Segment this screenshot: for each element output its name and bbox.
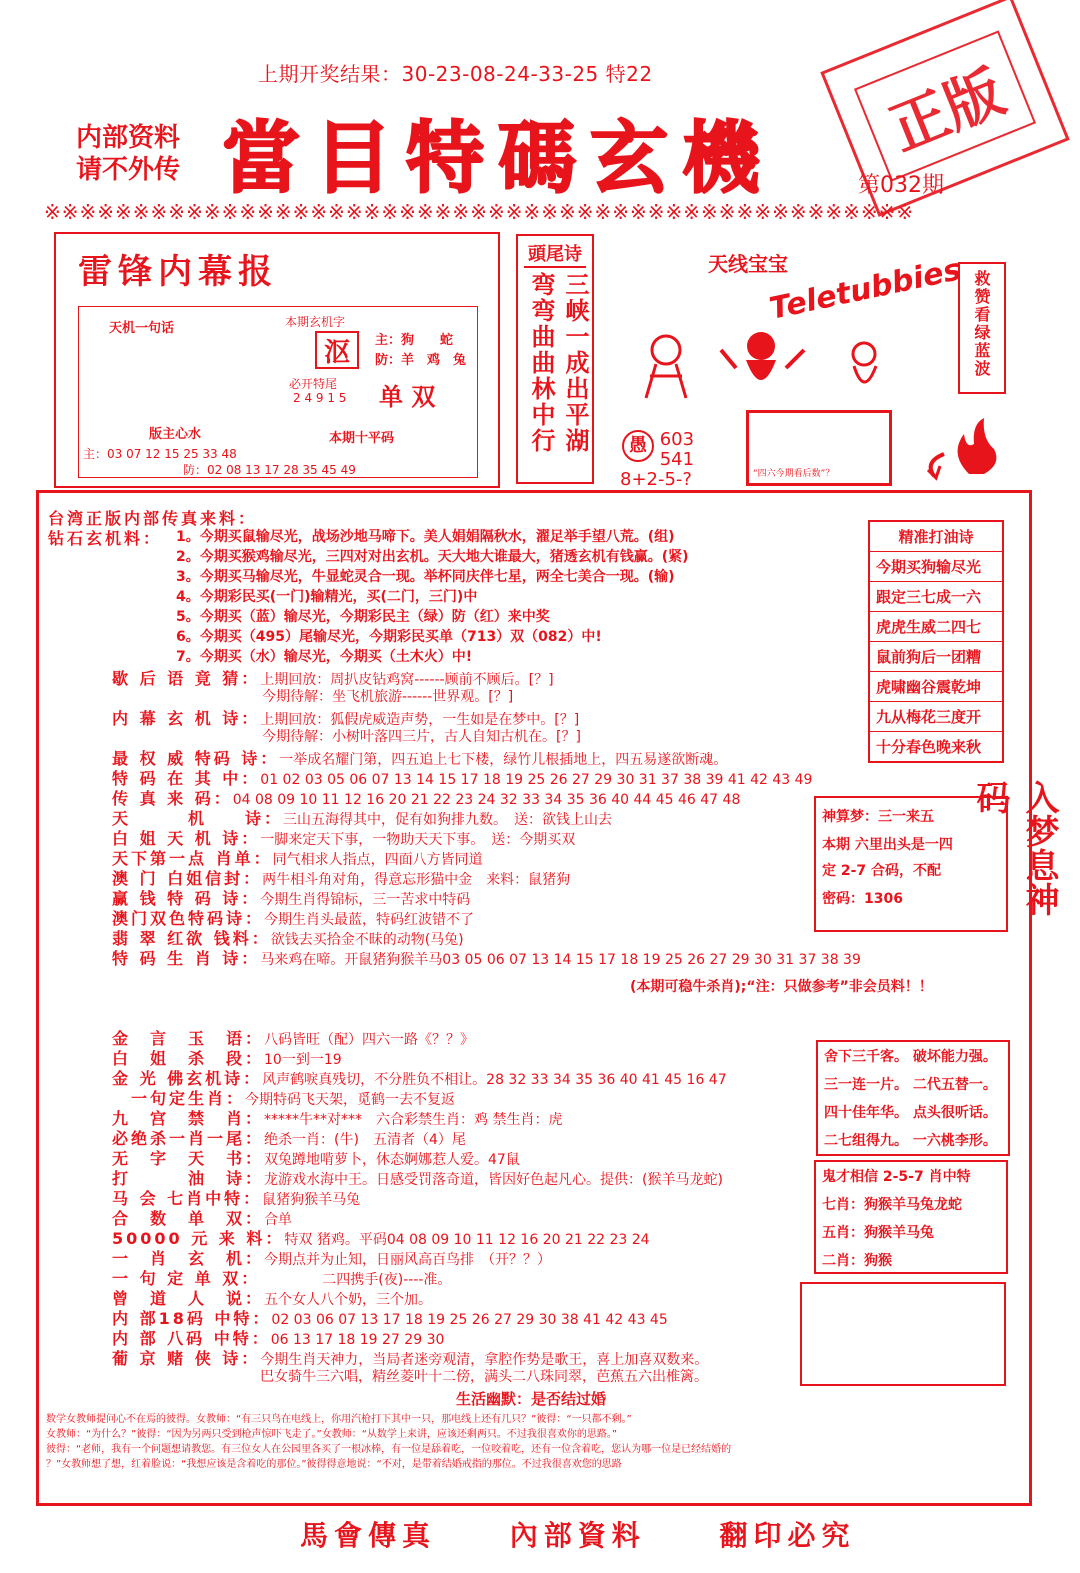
row-label: 翡 翠 红欲 钱料： — [112, 929, 271, 948]
row-text: 04 08 09 10 11 12 16 20 21 22 23 24 32 33 34 35 36 40 44 45 46 47 48 — [232, 792, 741, 808]
dream-big-title: 入梦息神码 — [970, 780, 1059, 916]
footer-text-a: 馬會傳真 — [300, 1519, 437, 1552]
riddle-line-3: 8+2-5-? — [620, 469, 692, 490]
source-label-2: 钻石玄机料： — [48, 529, 163, 548]
joke-line-1: 数学女教师提问心不在焉的彼得。女教师：“有三只鸟在电线上，你用汽枪打下其中一只，那电线上还有几只？”彼得：“一只都不剩。” — [46, 1414, 632, 1425]
row-text: 上期回放：周扒皮钻鸡窝------顾前不顾后。[？] — [260, 672, 554, 688]
zodiac-char-box: 沤 — [315, 331, 359, 369]
diamond-item: 3。今期买马输尽光，牛显蛇灵合一现。举杯同庆伴七星，两全七美合一现。(输) — [176, 569, 675, 585]
humor-title: 生活幽默：是否结过婚 — [456, 1390, 607, 1408]
joke-line-4: ？”女教师想了想，红着脸说：“我想应该是含着吃的那位。”彼得得意地说：“不对，是带着结婚戒指的那位。不过我很喜欢您的思路 — [46, 1459, 622, 1470]
head-tail-poem-title: 頭尾诗 — [524, 240, 586, 268]
joke-line-3: 彼得：“老师，我有一个问题想请教您。有三位女人在公园里各买了一根冰棒，有一位是舔着吃，一位咬着吃，还有一位含着吃，您认为哪一位是已经结婚的 — [46, 1444, 732, 1455]
riddle-line-1: 603 — [659, 429, 695, 450]
diamond-item: 4。今期彩民买(一门)输精光，买(二门，三门)中 — [176, 589, 478, 605]
ghost-zodiac-box — [814, 1160, 1008, 1274]
row-text: *****牛**对*** 六合彩禁生肖：鸡 禁生肖：虎 — [264, 1112, 563, 1128]
ghost-line-3: 二肖：狗猴 — [822, 1253, 892, 1269]
inner-notice — [76, 122, 180, 186]
teletubbies-logo: Teletubbies — [766, 252, 965, 327]
guard-codes: 防：02 08 13 17 28 35 45 49 — [183, 463, 356, 477]
row-label: 一 句 定 单 双： — [112, 1269, 253, 1288]
must-open-digits: 2 4 9 1 5 — [293, 391, 347, 405]
dream-line-4: 密码：1306 — [822, 891, 903, 907]
oil-poem-line: 十分春色晚来秋 — [870, 731, 1002, 761]
four-line: 四十佳年华。 点头很听话。 — [824, 1105, 997, 1121]
dream-line-2: 本期 六里出头是一四 — [822, 837, 953, 853]
row-label: 澳门双色特码诗： — [112, 909, 265, 928]
row-label: 内 部 八码 中特： — [112, 1329, 271, 1348]
row-label: 内 部18码 中特： — [112, 1309, 272, 1328]
row-label: 赢 钱 特 码 诗： — [112, 889, 261, 908]
row-label: 九 宫 禁 肖： — [112, 1109, 265, 1128]
riddle-char: 愚 — [622, 430, 654, 462]
row-text: 绝杀一肖：(牛) 五清者（4）尾 — [264, 1132, 466, 1148]
content-row — [262, 726, 581, 746]
insider-panel — [54, 232, 500, 488]
row-text: 同气相求人指点，四面八方皆同道 — [272, 852, 483, 868]
oil-poem-line: 跟定三七成一六 — [870, 581, 1002, 611]
dream-line-3: 定 2-7 合码，不配 — [822, 863, 942, 879]
row-label: 天下第一点 肖单： — [112, 849, 273, 868]
row-label: 葡 京 赌 侠 诗： — [112, 1349, 261, 1368]
row-text: 八码皆旺（配）四六一路《？？》 — [264, 1032, 475, 1048]
empty-box — [800, 1282, 1006, 1386]
four-line: 二七组得九。 一六桃李形。 — [824, 1133, 997, 1149]
diamond-item: 2。今期买猴鸡输尽光，三四对对出玄机。天大地大谁最大，猪透玄机有钱赢。(紧) — [176, 549, 689, 565]
row-label: 打 油 诗： — [112, 1169, 265, 1188]
row-text: 合单 — [264, 1212, 293, 1228]
double-char: 单 双 — [379, 383, 436, 411]
row-text: 三山五海得其中，促有如狗排九数。 送：欲钱上山去 — [283, 812, 613, 828]
footer-text-c: 翻印必究 — [719, 1519, 856, 1552]
row-text: 风声鹤唳真残切，不分胜负不相让。28 32 33 34 35 36 40 41 45 16 47 — [262, 1072, 727, 1088]
poem-column-2: 弯弯曲曲林中行 — [527, 272, 555, 454]
row-label: 合 数 单 双： — [112, 1209, 265, 1228]
row-label: 金 光 佛玄机诗： — [112, 1069, 263, 1088]
oil-poem-box — [868, 520, 1004, 763]
row-label: 一 肖 玄 机： — [112, 1249, 265, 1268]
teletubbies-title: 天线宝宝 — [708, 252, 788, 276]
content-row — [112, 946, 861, 969]
row-text: 上期回放：狐假虎威造声势，一生如是在梦中。[？] — [260, 712, 580, 728]
row-label: 内 幕 玄 机 诗： — [112, 709, 261, 728]
row-label: 歇 后 语 竟 猜： — [112, 669, 261, 688]
row-label: 特 码 生 肖 诗： — [112, 949, 261, 968]
row-text: 欲钱去买拾金不昧的动物(马兔) — [270, 932, 464, 948]
ghost-title: 鬼才相信 2-5-7 肖中特 — [822, 1169, 971, 1185]
stamp-text: 正版 — [854, 30, 1036, 181]
star-divider: ※※※※※※※※※※※※※※※※※※※※※※※※※※※※※※※※※※※※※※※※※※※※※※※※※ — [44, 200, 915, 224]
row-label: 必绝杀一肖一尾： — [112, 1129, 265, 1148]
oil-poem-line: 鼠前狗后一团糟 — [870, 641, 1002, 671]
row-label: 马 会 七肖中特： — [112, 1189, 263, 1208]
fire-icon — [914, 414, 1004, 484]
row-text: 02 03 06 07 13 17 18 19 25 26 27 29 30 38 41 42 43 45 — [271, 1312, 668, 1328]
number-riddle — [622, 430, 694, 490]
inner-notice-line-2: 请不外传 — [76, 155, 181, 185]
side-vertical-box — [958, 262, 1006, 394]
insider-panel-title: 雷锋内幕报 — [78, 252, 278, 292]
diamond-item: 6。今期买（495）尾输尽光，今期彩民买单（713）双（082）中! — [176, 629, 602, 645]
oil-poem-line: 虎啸幽谷震乾坤 — [870, 671, 1002, 701]
row-text: 今期生肖头最蓝，特码红波错不了 — [264, 912, 475, 928]
row-text: 一举成名耀门第，四五追上七下楼，绿竹儿根插地上，四五易遂欲断魂。 — [279, 752, 728, 768]
tele-frame-note: “四六今期看后数”？ — [753, 469, 835, 479]
row-label: 曾 道 人 说： — [112, 1289, 265, 1308]
content-row — [260, 1366, 708, 1386]
row-text: 一脚来定天下事，一物助天天下事。 送：今期买双 — [260, 832, 576, 848]
issue-number: 第032期 — [858, 173, 944, 198]
oil-poem-line: 虎虎生威二四七 — [870, 611, 1002, 641]
row-text: 今期生肖天神力，当局者迷旁观清，拿腔作势是歌王，喜上加喜双数来。 — [260, 1352, 709, 1368]
row-label: 50000 元 来 料： — [112, 1229, 285, 1248]
zodiac-label: 本期玄机字 — [285, 315, 346, 329]
row-text: 龙游戏水海中王。日感受罚落奇道，皆因好色起凡心。提供：(猴羊马龙蛇) — [264, 1172, 723, 1188]
row-label: 最 权 威 特码 诗： — [112, 749, 280, 768]
tele-frame — [746, 410, 892, 486]
four-line: 舍下三千客。 破坏能力强。 — [824, 1049, 997, 1065]
row-text: 今期点并为止知，日丽风高百鸟排 （开？？） — [264, 1252, 552, 1268]
content-row — [262, 686, 513, 706]
dream-code-box — [814, 780, 1059, 932]
row-label: 特 码 在 其 中： — [112, 769, 261, 788]
row-text: 06 13 17 18 19 27 29 30 — [270, 1332, 445, 1348]
guard-zodiac: 防：羊 鸡 兔 — [375, 353, 467, 368]
insider-panel-inner — [78, 306, 478, 478]
main-zodiac: 主：狗 蛇 — [375, 333, 454, 348]
row-label: 传 真 来 码： — [112, 789, 233, 808]
row-text: 10一到一19 — [264, 1052, 342, 1068]
row-text: 二四携手(夜)----准。 — [252, 1272, 452, 1288]
main-codes: 主：03 07 12 15 25 33 48 — [83, 447, 237, 461]
four-line-box — [816, 1040, 1010, 1156]
row-text: 今期待解：坐飞机旅游------世界观。[？] — [262, 689, 514, 705]
oil-poem-line: 今期买狗输尽光 — [870, 551, 1002, 581]
joke-text — [46, 1412, 1006, 1472]
row-label: 天 机 诗： — [112, 809, 284, 828]
riddle-line-2: 541 — [659, 449, 695, 470]
must-open-label: 必开特尾 — [289, 377, 338, 391]
footer — [300, 1514, 856, 1554]
row-label: 一句定生肖： — [112, 1089, 246, 1108]
poem-column-1: 三峡一成出平湖 — [561, 272, 589, 454]
dream-line-1: 神算梦：三一来五 — [822, 809, 934, 825]
joke-line-2: 女教师：“为什么？”彼得：“因为另两只受到枪声惊吓飞走了。”女教师：“从数学上来讲，应该还剩两只。不过我很喜欢你的思路。” — [46, 1429, 618, 1440]
row-label: 白 姐 杀 段： — [112, 1049, 265, 1068]
row-text: 今期生肖得锦标，三一苦求中特码 — [260, 892, 471, 908]
diamond-item: 1。今期买鼠输尽光，战场沙地马啼下。美人娟娟隔秋水，濯足举手望八荒。(组) — [176, 529, 675, 545]
row-text: 马来鸡在啼。开鼠猪狗猴羊马03 05 06 07 13 14 15 17 18 19 25 26 27 29 30 31 37 38 39 — [260, 952, 861, 968]
boss-heart-label: 版主心水 — [149, 427, 202, 442]
sky-word-label: 天机一句话 — [109, 321, 175, 336]
row-label: 金 言 玉 语： — [112, 1029, 265, 1048]
row-label: 白 姐 天 机 诗： — [112, 829, 261, 848]
ghost-line-1: 七肖：狗猴羊马兔龙蛇 — [822, 1197, 962, 1213]
inner-notice-line-1: 内部资料 — [76, 123, 181, 153]
diamond-item: 5。今期买（蓝）输尽光，今期彩民主（绿）防（红）来中奖 — [176, 609, 550, 625]
row-text: 五个女人八个奶，三个加。 — [264, 1292, 433, 1308]
four-line: 三一连一片。 二代五替一。 — [824, 1077, 997, 1093]
diamond-item: 7。今期买（水）输尽光，今期买（土木火）中! — [176, 649, 473, 665]
row-text: 双兔蹲地啃萝卜，休态婀娜惹人爱。47鼠 — [264, 1152, 520, 1168]
row-label: 澳 门 白姐信封： — [112, 869, 263, 888]
ghost-line-2: 五肖：狗猴羊马兔 — [822, 1225, 934, 1241]
notice-line: (本期可稳牛杀肖);“注：只做参考”非会员料！！ — [630, 979, 933, 995]
row-label: 无 字 天 书： — [112, 1149, 265, 1168]
footer-text-b: 內部資料 — [509, 1519, 646, 1552]
page-title: 當目特碼玄機 — [222, 113, 775, 204]
row-text: 今期特码飞天架，觅鹤一去不复返 — [245, 1092, 456, 1108]
ten-code-label: 本期十平码 — [329, 431, 395, 446]
row-text: 鼠猪狗猴羊马兔 — [262, 1192, 361, 1208]
oil-poem-title: 精准打油诗 — [898, 528, 974, 546]
row-text: 两牛相斗角对角，得意忘形猫中金 来料：鼠猪狗 — [262, 872, 571, 888]
side-vertical-text: 救赞看绿蓝波 — [972, 270, 991, 378]
row-text: 特双 猪鸡。平码04 08 09 10 11 12 16 20 21 22 23 24 — [284, 1232, 650, 1248]
source-label-1: 台湾正版内部传真来料： — [48, 509, 258, 528]
oil-poem-line: 九从梅花三度开 — [870, 701, 1002, 731]
row-text: 巴女骑牛三六唱，精丝菱叶十二傍，满头二八珠同翠，芭蕉五六出椎篱。 — [260, 1369, 708, 1385]
teletubbies-figures — [626, 320, 896, 400]
row-text: 今期待解：小树叶落四三片，古人自知古机在。[？] — [262, 729, 581, 745]
row-text: 01 02 03 05 06 07 13 14 15 17 18 19 25 26 27 29 30 31 37 38 39 41 42 43 49 — [260, 772, 813, 788]
last-draw-result: 上期开奖结果：30-23-08-24-33-25 特22 — [258, 62, 653, 86]
head-tail-poem-panel — [516, 234, 594, 484]
